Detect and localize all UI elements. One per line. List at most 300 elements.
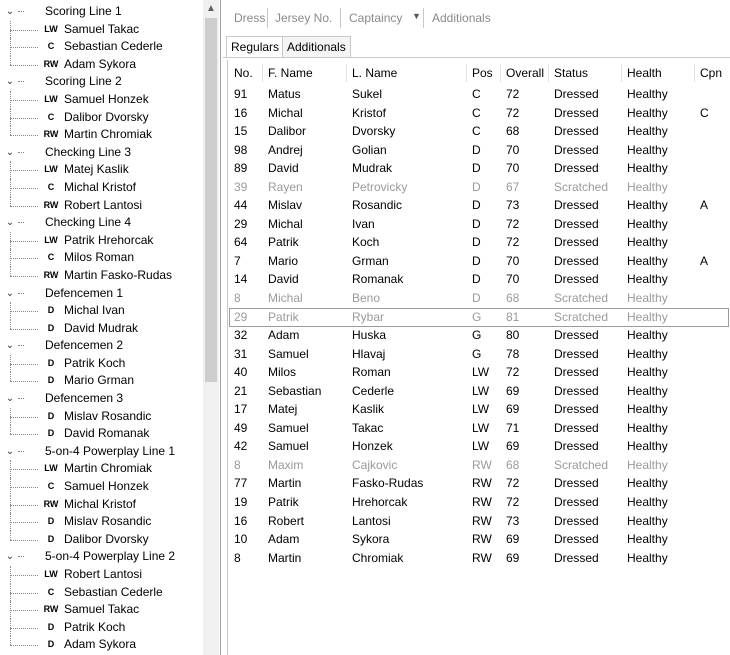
cell-status: Dressed <box>554 216 599 231</box>
tree-player-item[interactable] <box>0 232 202 250</box>
cell-no: 14 <box>234 272 248 287</box>
tree-connector <box>10 135 38 136</box>
cell-status: Dressed <box>554 383 599 398</box>
cell-overall: 70 <box>506 161 520 176</box>
cell-captaincy: A <box>700 198 709 213</box>
cell-health: Healthy <box>627 476 668 491</box>
tree-player-item[interactable] <box>0 355 202 373</box>
tree-connector <box>10 540 38 541</box>
table-row[interactable] <box>228 178 730 197</box>
table-row[interactable] <box>228 419 730 438</box>
tree-player-item[interactable] <box>0 460 202 478</box>
cell-last-name: Cederle <box>352 383 395 398</box>
table-row[interactable] <box>228 85 730 104</box>
cell-no: 39 <box>234 179 248 194</box>
cell-status: Dressed <box>554 235 599 250</box>
column-header-health[interactable]: Health <box>627 66 662 80</box>
cell-last-name: Rosandic <box>352 198 403 213</box>
tree-group[interactable] <box>0 3 202 21</box>
tree-player-item[interactable] <box>0 531 202 549</box>
cell-last-name: Kaslik <box>352 402 385 417</box>
cell-no: 32 <box>234 328 248 343</box>
cell-pos: RW <box>472 476 492 491</box>
cell-status: Dressed <box>554 365 599 380</box>
table-row[interactable] <box>228 326 730 345</box>
tree-connector <box>10 425 11 434</box>
position-badge: D <box>47 621 55 632</box>
roster-grid <box>227 60 730 655</box>
table-row[interactable] <box>228 400 730 419</box>
cell-last-name: Rybar <box>352 309 385 324</box>
tree-scrollbar[interactable] <box>203 0 219 655</box>
cell-last-name: Sykora <box>352 532 390 547</box>
tree-player-item[interactable] <box>0 619 202 637</box>
cell-overall: 70 <box>506 272 520 287</box>
cell-overall: 69 <box>506 532 520 547</box>
cell-status: Dressed <box>554 550 599 565</box>
tree-connector <box>10 276 38 277</box>
cell-last-name: Dvorsky <box>352 124 396 139</box>
cell-no: 17 <box>234 402 248 417</box>
column-header-first-name[interactable]: F. Name <box>268 66 313 80</box>
player-name: Martin Chromiak <box>64 127 153 142</box>
cell-first-name: Mislav <box>268 198 303 213</box>
cell-no: 8 <box>234 457 241 472</box>
cell-last-name: Chromiak <box>352 550 404 565</box>
jersey-no-button[interactable]: Jersey No. <box>275 11 333 25</box>
table-row[interactable] <box>228 141 730 160</box>
position-badge: LW <box>44 93 58 104</box>
cell-first-name: Patrik <box>268 235 299 250</box>
table-row[interactable] <box>228 308 730 327</box>
cell-overall: 68 <box>506 457 520 472</box>
tree-group[interactable] <box>0 214 202 232</box>
column-header-captaincy[interactable]: Cpn <box>700 66 723 80</box>
dress-button[interactable]: Dress <box>234 11 266 25</box>
cell-first-name: Robert <box>268 513 305 528</box>
tree-connector <box>10 417 38 418</box>
column-header-overall[interactable]: Overall <box>506 66 545 80</box>
player-name: Robert Lantosi <box>64 567 143 581</box>
position-badge: RW <box>43 498 59 509</box>
player-name: Samuel Honzek <box>64 91 149 106</box>
position-badge: D <box>47 305 55 316</box>
table-row[interactable] <box>228 456 730 475</box>
table-row[interactable] <box>228 382 730 401</box>
tree-connector <box>10 645 38 646</box>
player-name: Michal Kristof <box>64 496 137 511</box>
tree-connector <box>18 556 24 557</box>
cell-no: 98 <box>234 142 248 157</box>
cell-health: Healthy <box>627 179 668 194</box>
tree-connector <box>10 188 38 189</box>
position-badge: D <box>47 357 55 368</box>
table-row[interactable] <box>228 437 730 456</box>
table-row[interactable] <box>228 530 730 549</box>
player-name: Adam Sykora <box>64 56 137 71</box>
roster-tabs <box>223 36 730 57</box>
cell-overall: 72 <box>506 495 520 510</box>
tree-connector <box>10 329 38 330</box>
player-name: Mario Grman <box>64 373 135 388</box>
tree-connector <box>10 381 38 382</box>
cell-health: Healthy <box>627 142 668 157</box>
tree-group-label: Scoring Line 1 <box>45 4 122 18</box>
table-row[interactable] <box>228 122 730 141</box>
cell-health: Healthy <box>627 513 668 528</box>
tree-group[interactable] <box>0 73 202 91</box>
cell-overall: 80 <box>506 328 520 343</box>
tree-player-item[interactable] <box>0 302 202 320</box>
position-badge: LW <box>44 23 58 34</box>
tree-player-item[interactable] <box>0 21 202 39</box>
cell-health: Healthy <box>627 291 668 306</box>
cell-no: 31 <box>234 346 248 361</box>
tree-connector <box>10 593 38 594</box>
cell-no: 8 <box>234 291 241 306</box>
cell-no: 19 <box>234 495 248 510</box>
cell-status: Dressed <box>554 402 599 417</box>
position-badge: D <box>47 375 55 386</box>
tree-player-item[interactable] <box>0 197 202 215</box>
tree-player-item[interactable] <box>0 425 202 443</box>
cell-pos: D <box>472 198 481 213</box>
cell-overall: 72 <box>506 87 520 101</box>
cell-last-name: Hrehorcak <box>352 495 408 510</box>
tree-connector <box>10 258 38 259</box>
tree-connector <box>10 30 38 31</box>
tree-group-label: Defencemen 1 <box>45 285 124 300</box>
position-badge: LW <box>44 234 58 245</box>
tree-connector <box>18 345 24 346</box>
tree-group[interactable] <box>0 443 202 461</box>
cell-first-name: Maxim <box>268 457 304 472</box>
tree-player-item[interactable] <box>0 372 202 390</box>
tree-connector <box>10 372 11 381</box>
cell-captaincy: C <box>700 105 709 120</box>
player-name: David Mudrak <box>64 320 139 335</box>
cell-first-name: Rayen <box>268 179 303 194</box>
cell-status: Dressed <box>554 439 599 454</box>
cell-last-name: Beno <box>352 291 381 306</box>
cell-overall: 78 <box>506 346 520 361</box>
table-row[interactable] <box>228 363 730 382</box>
collapse-chevron-icon[interactable]: ⌄ <box>5 76 15 88</box>
toolbar-separator <box>423 8 424 28</box>
tree-connector <box>10 118 38 119</box>
player-name: Sebastian Cederle <box>64 39 163 54</box>
tree-connector <box>10 126 11 135</box>
cell-no: 42 <box>234 439 248 454</box>
column-divider <box>346 64 347 82</box>
tree-connector <box>18 451 24 452</box>
collapse-chevron-icon[interactable]: ⌄ <box>5 340 15 352</box>
tree-player-item[interactable] <box>0 179 202 197</box>
position-badge: C <box>47 586 55 597</box>
collapse-chevron-icon[interactable]: ⌄ <box>5 6 15 17</box>
tree-connector <box>10 575 38 576</box>
cell-pos: C <box>472 124 481 139</box>
tree-connector <box>10 241 38 242</box>
player-name: Dalibor Dvorsky <box>64 109 149 124</box>
column-header-no[interactable]: No. <box>234 66 253 80</box>
cell-overall: 68 <box>506 124 520 139</box>
position-badge: D <box>47 410 55 421</box>
grid-header <box>228 60 730 85</box>
table-row[interactable] <box>228 159 730 178</box>
scrollbar-thumb[interactable] <box>205 18 217 382</box>
tree-group-label: Defencemen 3 <box>45 391 124 406</box>
tree-connector <box>10 170 38 171</box>
table-row[interactable] <box>228 549 730 568</box>
position-badge: D <box>47 516 55 527</box>
tree-player-item[interactable] <box>0 408 202 426</box>
table-row[interactable] <box>228 474 730 493</box>
table-row[interactable] <box>228 493 730 512</box>
collapse-chevron-icon[interactable]: ⌄ <box>5 287 15 299</box>
cell-last-name: Mudrak <box>352 161 393 176</box>
cell-overall: 71 <box>506 420 520 435</box>
tree-connector <box>10 434 38 435</box>
cell-status: Dressed <box>554 513 599 528</box>
cell-first-name: Dalibor <box>268 124 307 139</box>
table-row[interactable] <box>228 104 730 123</box>
cell-overall: 69 <box>506 383 520 398</box>
table-row[interactable] <box>228 252 730 271</box>
tree-connector <box>18 11 24 12</box>
cell-first-name: Sebastian <box>268 383 322 398</box>
cell-status: Scratched <box>554 179 609 194</box>
tree-player-item[interactable] <box>0 126 202 144</box>
table-row[interactable] <box>228 345 730 364</box>
additionals-button[interactable]: Additionals <box>432 11 491 25</box>
cell-pos: G <box>472 346 482 361</box>
tree-group-label: Scoring Line 2 <box>45 74 122 89</box>
tree-group[interactable] <box>0 548 202 566</box>
position-badge: C <box>47 252 55 263</box>
player-name: Mislav Rosandic <box>64 408 152 423</box>
tree-group[interactable] <box>0 285 202 303</box>
tree-player-item[interactable] <box>0 636 202 654</box>
cell-health: Healthy <box>627 439 668 454</box>
cell-no: 77 <box>234 476 248 491</box>
cell-no: 21 <box>234 383 248 398</box>
toolbar <box>223 0 730 36</box>
column-header-last-name[interactable]: L. Name <box>352 66 398 80</box>
position-badge: C <box>47 481 55 492</box>
tree-player-item[interactable] <box>0 91 202 109</box>
cell-last-name: Romanak <box>352 272 404 287</box>
tree-player-item[interactable] <box>0 478 202 496</box>
cell-first-name: Martin <box>268 476 302 491</box>
cell-overall: 69 <box>506 439 520 454</box>
cell-overall: 70 <box>506 253 520 268</box>
cell-first-name: Mario <box>268 253 299 268</box>
cell-first-name: Milos <box>268 365 297 380</box>
column-header-status[interactable]: Status <box>554 66 589 80</box>
tree-player-item[interactable] <box>0 320 202 338</box>
cell-health: Healthy <box>627 253 668 268</box>
cell-first-name: Patrik <box>268 309 299 324</box>
cell-first-name: Matej <box>268 402 298 417</box>
cell-health: Healthy <box>627 161 668 176</box>
collapse-chevron-icon[interactable]: ⌄ <box>5 445 15 457</box>
collapse-chevron-icon[interactable]: ⌄ <box>5 393 15 405</box>
tree-player-item[interactable] <box>0 584 202 602</box>
cell-health: Healthy <box>627 495 668 510</box>
tree-connector <box>10 364 38 365</box>
table-row[interactable] <box>228 215 730 234</box>
cell-health: Healthy <box>627 124 668 139</box>
table-row[interactable] <box>228 289 730 308</box>
cell-no: 16 <box>234 513 248 528</box>
cell-last-name: Hlavaj <box>352 346 386 361</box>
tree-player-item[interactable] <box>0 249 202 267</box>
player-name: Samuel Honzek <box>64 479 149 494</box>
tree-group[interactable] <box>0 337 202 355</box>
cell-status: Scratched <box>554 291 609 306</box>
tree-player-item[interactable] <box>0 496 202 514</box>
cell-captaincy: A <box>700 253 709 268</box>
cell-no: 16 <box>234 105 248 120</box>
cell-first-name: Michal <box>268 105 303 120</box>
collapse-chevron-icon[interactable]: ⌄ <box>5 551 15 563</box>
tree-player-item[interactable] <box>0 38 202 56</box>
cell-first-name: Adam <box>268 328 300 343</box>
cell-pos: LW <box>472 420 490 435</box>
cell-health: Healthy <box>627 383 668 398</box>
toolbar-separator <box>267 8 268 28</box>
position-badge: RW <box>43 604 59 615</box>
player-name: Patrik Hrehorcak <box>64 232 154 247</box>
tree-group-label: 5-on-4 Powerplay Line 1 <box>45 443 176 458</box>
cell-pos: LW <box>472 365 490 380</box>
tree-player-item[interactable] <box>0 601 202 619</box>
cell-overall: 72 <box>506 216 520 231</box>
tree-group-label: Checking Line 3 <box>45 144 132 159</box>
tree-group[interactable] <box>0 144 202 162</box>
tree-connector <box>10 531 11 540</box>
cell-health: Healthy <box>627 420 668 435</box>
position-badge: D <box>47 428 55 439</box>
cell-first-name: Michal <box>268 216 303 231</box>
scroll-up-arrow-icon[interactable]: ▲ <box>206 3 216 14</box>
cell-last-name: Takac <box>352 420 384 435</box>
player-name: David Romanak <box>64 426 150 441</box>
table-row[interactable] <box>228 270 730 289</box>
column-divider <box>548 64 549 82</box>
cell-health: Healthy <box>627 328 668 343</box>
cell-last-name: Lantosi <box>352 513 391 528</box>
tab-additionals[interactable]: Additionals <box>282 36 351 57</box>
tab-regulars[interactable]: Regulars <box>226 36 284 58</box>
table-row[interactable] <box>228 512 730 531</box>
captaincy-button[interactable]: Captaincy <box>349 11 403 25</box>
cell-first-name: Andrej <box>268 142 303 157</box>
tree-player-item[interactable] <box>0 109 202 127</box>
tree-connector <box>10 320 11 329</box>
collapse-chevron-icon[interactable]: ⌄ <box>5 217 15 229</box>
cell-last-name: Sukel <box>352 87 383 101</box>
tree-connector <box>10 267 11 276</box>
tree-connector <box>18 81 24 82</box>
cell-first-name: David <box>268 272 299 287</box>
cell-overall: 72 <box>506 105 520 120</box>
cell-last-name: Ivan <box>352 216 375 231</box>
cell-pos: RW <box>472 457 492 472</box>
cell-pos: C <box>472 105 481 120</box>
cell-pos: D <box>472 272 481 287</box>
cell-first-name: Matus <box>268 87 301 101</box>
cell-no: 8 <box>234 550 241 565</box>
tree-group[interactable] <box>0 390 202 408</box>
lineup-tree[interactable] <box>0 3 202 654</box>
position-badge: D <box>47 322 55 333</box>
cell-no: 10 <box>234 532 248 547</box>
table-row[interactable] <box>228 196 730 215</box>
tree-player-item[interactable] <box>0 513 202 531</box>
position-badge: RW <box>43 58 59 69</box>
cell-no: 29 <box>234 216 248 231</box>
cell-first-name: Michal <box>268 291 303 306</box>
cell-no: 15 <box>234 124 248 139</box>
cell-status: Dressed <box>554 476 599 491</box>
cell-overall: 73 <box>506 198 520 213</box>
cell-last-name: Huska <box>352 328 387 343</box>
column-header-pos[interactable]: Pos <box>472 66 493 80</box>
tree-player-item[interactable] <box>0 566 202 584</box>
column-divider <box>466 64 467 82</box>
cell-first-name: Adam <box>268 532 300 547</box>
cell-overall: 68 <box>506 291 520 306</box>
collapse-chevron-icon[interactable]: ⌄ <box>5 146 15 158</box>
position-badge: RW <box>43 269 59 280</box>
tree-connector <box>10 487 38 488</box>
cell-last-name: Petrovicky <box>352 179 408 194</box>
cell-first-name: David <box>268 161 299 176</box>
tree-player-item[interactable] <box>0 56 202 74</box>
tree-connector <box>10 56 11 65</box>
cell-last-name: Cajkovic <box>352 457 398 472</box>
tree-connector <box>10 206 38 207</box>
cell-last-name: Roman <box>352 365 391 380</box>
cell-no: 91 <box>234 87 248 101</box>
cell-first-name: Martin <box>268 550 302 565</box>
cell-status: Dressed <box>554 532 599 547</box>
cell-status: Dressed <box>554 198 599 213</box>
tree-player-item[interactable] <box>0 267 202 285</box>
tree-connector <box>18 152 24 153</box>
position-badge: D <box>47 533 55 544</box>
table-row[interactable] <box>228 233 730 252</box>
cell-pos: LW <box>472 439 490 454</box>
position-badge: D <box>47 639 55 650</box>
cell-health: Healthy <box>627 198 668 213</box>
cell-pos: D <box>472 291 481 306</box>
player-name: Samuel Takac <box>64 21 140 36</box>
column-divider <box>621 64 622 82</box>
tree-connector <box>18 293 24 294</box>
tree-player-item[interactable] <box>0 161 202 179</box>
position-badge: C <box>47 111 55 122</box>
tree-connector <box>18 222 24 223</box>
captaincy-dropdown-arrow-icon[interactable]: ▼ <box>412 11 421 21</box>
cell-pos: LW <box>472 383 490 398</box>
cell-pos: D <box>472 161 481 176</box>
cell-health: Healthy <box>627 365 668 380</box>
cell-health: Healthy <box>627 87 668 101</box>
cell-status: Dressed <box>554 142 599 157</box>
